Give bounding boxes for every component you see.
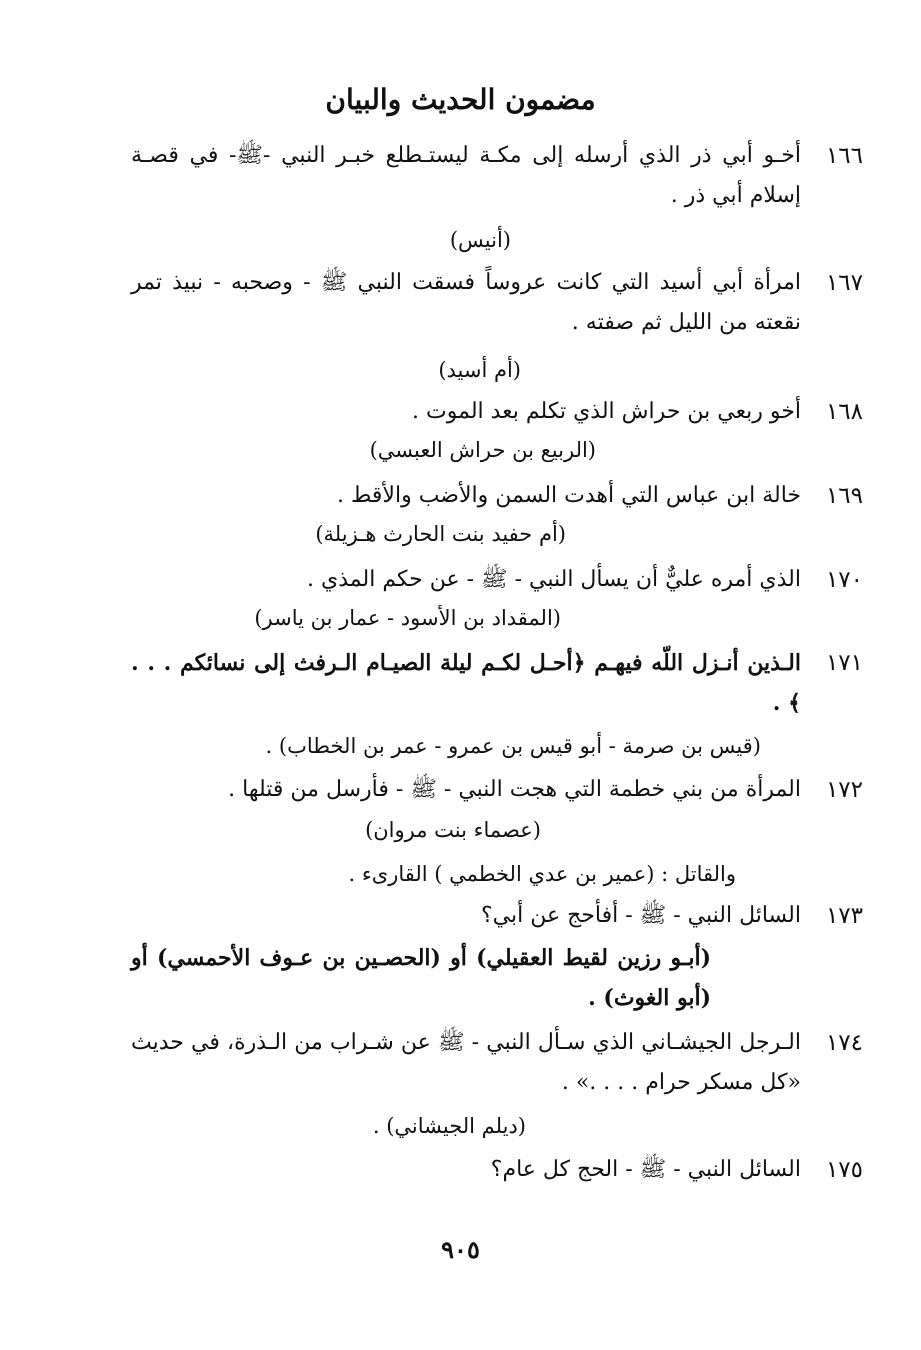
entry-number: ١٦٦ [825, 143, 863, 169]
entry-answer: (أم أسيد) [438, 358, 521, 382]
entry-text: الـذين أنـزل اللّه فيهـم ﴿أحـل لكـم ليلة الصيـام الـرفث إلى نسائكم . . . ﴾ . [131, 650, 801, 716]
entry-168 [131, 392, 863, 432]
entry-answer: (ديلم الجيشاني) . [372, 1114, 526, 1138]
entry-number: ١٧٣ [825, 903, 863, 929]
entry-text: أخـو أبي ذر الذي أرسله إلى مكـة ليستـطلع خبـر النبي -ﷺ- في قصـة إسلام أبي ذر . [131, 143, 801, 208]
entry-number: ١٧١ [825, 650, 863, 676]
entry-text: المرأة من بني خطمة التي هجت النبي - ﷺ - فأرسل من قتلها . [228, 777, 801, 802]
entry-172 [131, 770, 863, 810]
entry-answer: (الربيع بن حراش العبسي) [369, 438, 596, 462]
entry-answer: (قيس بن صرمة - أبو قيس بن عمرو - عمر بن الخطاب) . [265, 734, 761, 758]
entry-text: الـرجل الجيشـاني الذي سـأل النبي - ﷺ عن شـراب من الـذرة، في حديث «كل مسكر حرام . . . .» . [131, 1030, 801, 1095]
entry-number: ١٦٩ [825, 483, 863, 509]
page-title: مضمون الحديث والبيان [325, 83, 596, 116]
entry-167 [131, 263, 863, 343]
entry-171 [131, 643, 863, 723]
entry-number: ١٧٤ [825, 1030, 863, 1056]
entry-answer: (أنيس) [449, 228, 511, 252]
entry-answer: (أم حفيد بنت الحارث هـزيلة) [315, 522, 566, 546]
entry-170 [131, 560, 863, 600]
entry-text: امرأة أبي أسيد التي كانت عروساً فسقت النبي ﷺ - وصحبه - نبيذ تمر نقعته من الليل ثم صفته . [131, 270, 801, 335]
entry-answer-block [131, 938, 711, 1018]
entry-answer: (أبـو رزين لقيط العقيلي) أو (الحصـين بن عـوف الأحمسي) أو (أبو الغوث) . [131, 945, 711, 1011]
entry-174 [131, 1023, 863, 1103]
entry-number: ١٧٠ [825, 567, 863, 593]
entry-173 [131, 896, 863, 936]
entry-number: ١٦٧ [825, 270, 863, 296]
entry-number: ١٦٨ [825, 399, 863, 425]
entry-169 [131, 476, 863, 516]
entry-number: ١٧٥ [825, 1157, 863, 1183]
entry-number: ١٧٢ [825, 777, 863, 803]
entry-175 [131, 1150, 863, 1190]
entry-text: خالة ابن عباس التي أهدت السمن والأضب والأقط . [337, 483, 801, 508]
page-number: ٩٠٥ [441, 1235, 480, 1264]
entry-answer: (المقداد بن الأسود - عمار بن ياسر) [254, 606, 561, 630]
entry-166 [131, 136, 863, 216]
entry-text: السائل النبي - ﷺ - أفأحج عن أبي؟ [480, 903, 801, 928]
entry-answer: (عصماء بنت مروان) [365, 818, 541, 842]
entry-note: والقاتل : (عمير بن عدي الخطمي ) القارىء . [348, 862, 736, 886]
entry-text: السائل النبي - ﷺ - الحج كل عام؟ [490, 1157, 801, 1182]
entry-text: الذي أمره عليٌّ أن يسأل النبي - ﷺ - عن حكم المذي . [307, 567, 801, 592]
entry-text: أخو ربعي بن حراش الذي تكلم بعد الموت . [412, 399, 801, 424]
